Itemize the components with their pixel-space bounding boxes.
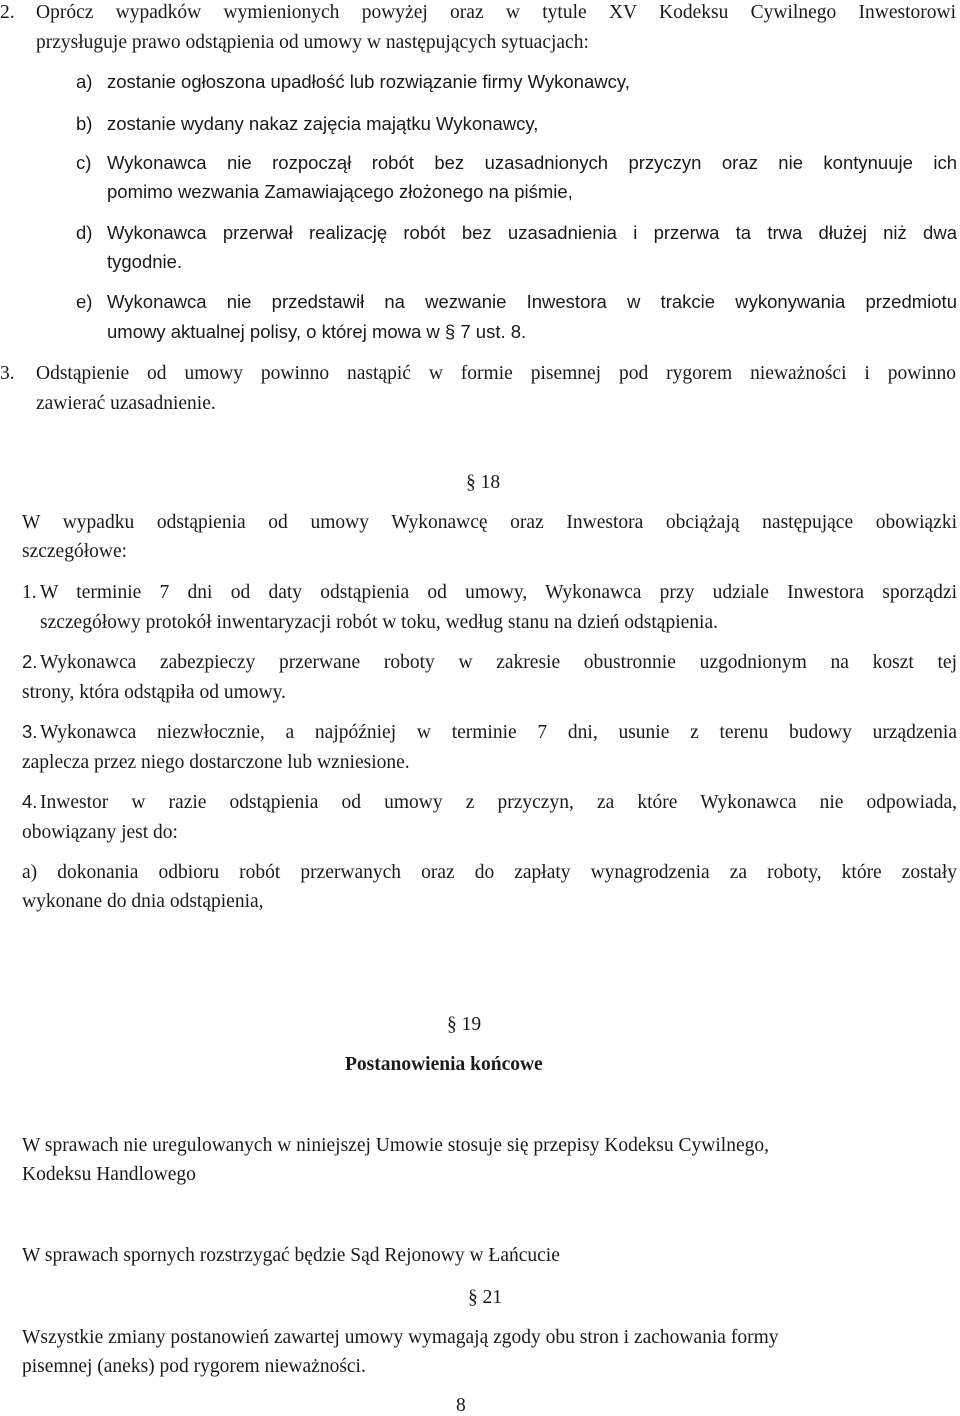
s18-intro-line1: W wypadku odstąpienia od umowy Wykonawcę oraz Inwestora obciążają następujące obowiązki (22, 512, 957, 533)
s18-p4-num: 4. (22, 791, 38, 812)
s17-p2-line2: przysługuje prawo odstąpienia od umowy w następujących sytuacjach: (36, 32, 589, 53)
s18-p2-line2: strony, która odstąpiła od umowy. (22, 682, 286, 703)
s17-p2-num: 2. (0, 2, 15, 23)
s18-p1-line1: W terminie 7 dni od daty odstąpienia od umowy, Wykonawca przy udziale Inwestora sporządzi (40, 582, 957, 603)
s18-p3-line1: Wykonawca niezwłocznie, a najpóźniej w terminie 7 dni, usunie z terenu budowy urządzenia (40, 722, 957, 743)
s17-d-label: d) (76, 222, 93, 243)
s18-p4-line2: obowiązany jest do: (22, 822, 178, 843)
s21-heading: § 21 (468, 1287, 503, 1308)
s18-a-line2: wykonane do dnia odstąpienia, (22, 891, 264, 912)
s18-p3-num: 3. (22, 721, 38, 742)
s17-b-label: b) (76, 113, 93, 134)
s17-c-line1: Wykonawca nie rozpoczął robót bez uzasadnionych przyczyn oraz nie kontynuuje ich (107, 152, 957, 173)
s17-d-line1: Wykonawca przerwał realizację robót bez uzasadnienia i przerwa ta trwa dłużej niż dwa (107, 222, 957, 243)
s18-p4-line1: Inwestor w razie odstąpienia od umowy z przyczyn, za które Wykonawca nie odpowiada, (40, 792, 957, 813)
s18-p2-line1: Wykonawca zabezpieczy przerwane roboty w zakresie obustronnie uzgodnionym na koszt tej (40, 652, 957, 673)
s17-e-label: e) (76, 291, 93, 312)
s17-p3-line1: Odstąpienie od umowy powinno nastąpić w formie pisemnej pod rygorem nieważności i powinno (36, 363, 956, 384)
s19-para1-line1: W sprawach nie uregulowanych w niniejszej Umowie stosuje się przepisy Kodeksu Cywilnego, (22, 1135, 769, 1156)
s18-p1-num: 1. (22, 582, 37, 603)
s17-d-line2: tygodnie. (107, 251, 183, 272)
page-number: 8 (456, 1395, 466, 1416)
s18-intro-line2: szczegółowe: (22, 541, 128, 562)
s17-e-line2: umowy aktualnej polisy, o której mowa w § 7 ust. 8. (107, 321, 527, 342)
s17-a-label: a) (76, 71, 93, 92)
s18-p2-num: 2. (22, 651, 38, 672)
s17-c-line2: pomimo wezwania Zamawiającego złożonego na piśmie, (107, 181, 573, 202)
s18-a-line1: a) dokonania odbioru robót przerwanych oraz do zapłaty wynagrodzenia za roboty, które zostały (22, 862, 957, 883)
s19-para2: W sprawach spornych rozstrzygać będzie Sąd Rejonowy w Łańcucie (22, 1245, 560, 1266)
s17-e-line1: Wykonawca nie przedstawił na wezwanie Inwestora w trakcie wykonywania przedmiotu (107, 291, 957, 312)
s18-p1-line2: szczegółowy protokół inwentaryzacji robót w toku, według stanu na dzień odstąpienia. (40, 612, 718, 633)
s21-line1: Wszystkie zmiany postanowień zawartej umowy wymagają zgody obu stron i zachowania formy (22, 1327, 779, 1348)
s19-heading: § 19 (447, 1014, 482, 1035)
s18-p3-line2: zaplecza przez niego dostarczone lub wzniesione. (22, 752, 410, 773)
s17-c-label: c) (76, 152, 92, 173)
s17-p3-line2: zawierać uzasadnienie. (36, 393, 216, 414)
s17-p2-line1: Oprócz wypadków wymienionych powyżej oraz w tytule XV Kodeksu Cywilnego Inwestorowi (36, 2, 956, 23)
s17-a-line1: zostanie ogłoszona upadłość lub rozwiązanie firmy Wykonawcy, (107, 71, 630, 92)
s19-title: Postanowienia końcowe (345, 1054, 543, 1075)
s21-line2: pisemnej (aneks) pod rygorem nieważności. (22, 1356, 366, 1377)
s17-p3-num: 3. (0, 363, 15, 384)
s17-b-line1: zostanie wydany nakaz zajęcia majątku Wykonawcy, (107, 113, 539, 134)
s18-heading: § 18 (466, 472, 501, 493)
s19-para1-line2: Kodeksu Handlowego (22, 1164, 196, 1185)
